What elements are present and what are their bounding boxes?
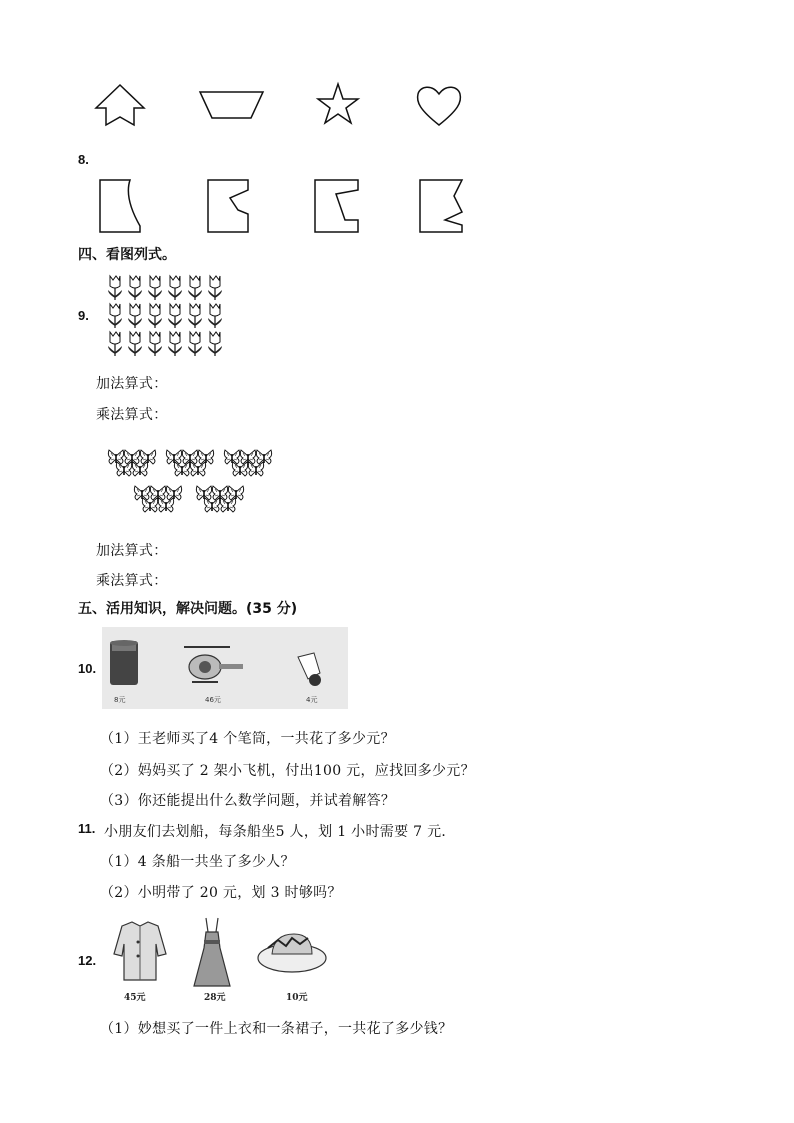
- butterfly-group-4: [134, 486, 181, 512]
- tulips-figure: [104, 272, 226, 360]
- butterflies-figure: [104, 440, 286, 522]
- butterfly-group-2: [166, 450, 213, 476]
- house-arrow-shape: [96, 85, 144, 125]
- q12-number: 12.: [78, 953, 97, 968]
- butterfly-group-3: [224, 450, 271, 476]
- q9-add-label-2: 加法算式：: [96, 543, 168, 559]
- section5-title: 五、活用知识，解决问题。(35 分): [78, 601, 298, 617]
- q9-number: 9.: [78, 308, 89, 323]
- q11-stem: 小朋友们去划船，每条船坐5 人，划 1 小时需要 7 元．: [104, 824, 456, 840]
- q10-products-photo: [102, 627, 348, 709]
- shuttlecock-icon: [298, 653, 321, 686]
- hat-price: 10元: [286, 993, 308, 1003]
- toy-plane-icon: [184, 647, 243, 682]
- q9-mul-label-2: 乘法算式：: [96, 573, 168, 589]
- coat-icon: [114, 922, 166, 980]
- q10-sub1: （1）王老师买了4 个笔筒，一共花了多少元？: [100, 731, 395, 747]
- star-shape: [318, 84, 358, 123]
- coat-price: 45元: [124, 993, 146, 1003]
- toy-plane-price: 46元: [205, 696, 221, 704]
- q8-shapes-figure: [90, 80, 480, 240]
- q11-sub1: （1）4 条船一共坐了多少人？: [100, 854, 295, 870]
- dress-price: 28元: [204, 993, 226, 1003]
- tulip-row-1: [108, 276, 222, 300]
- butterfly-group-5: [196, 486, 243, 512]
- cutout-square-2-shape: [208, 180, 248, 232]
- tulip-row-3: [108, 332, 222, 356]
- tulip-row-2: [108, 304, 222, 328]
- cutout-square-3-shape: [315, 180, 358, 232]
- pen-holder-price: 8元: [114, 696, 126, 704]
- q10-number: 10.: [78, 661, 97, 676]
- butterfly-group-1: [108, 450, 155, 476]
- q8-number: 8.: [78, 152, 89, 167]
- q10-sub3: （3）你还能提出什么数学问题，并试着解答？: [100, 793, 396, 809]
- q9-add-label-1: 加法算式：: [96, 376, 168, 392]
- q12-sub1: （1）妙想买了一件上衣和一条裙子，一共花了多少钱？: [100, 1021, 453, 1037]
- pen-holder-icon: [110, 640, 138, 685]
- q9-mul-label-1: 乘法算式：: [96, 407, 168, 423]
- heart-shape: [418, 87, 461, 125]
- trapezoid-shape: [200, 92, 263, 118]
- section4-title: 四、看图列式。: [78, 247, 176, 263]
- q11-number: 11.: [78, 821, 96, 836]
- dress-icon: [194, 918, 230, 986]
- q10-sub2: （2）妈妈买了 2 架小飞机，付出100 元，应找回多少元？: [100, 763, 475, 779]
- q12-clothes-figure: [102, 914, 346, 1006]
- cutout-square-4-shape: [420, 180, 462, 232]
- shuttlecock-price: 4元: [306, 696, 318, 704]
- q11-sub2: （2）小明带了 20 元，划 3 时够吗？: [100, 885, 342, 901]
- cutout-square-1-shape: [100, 180, 140, 232]
- hat-icon: [258, 934, 326, 972]
